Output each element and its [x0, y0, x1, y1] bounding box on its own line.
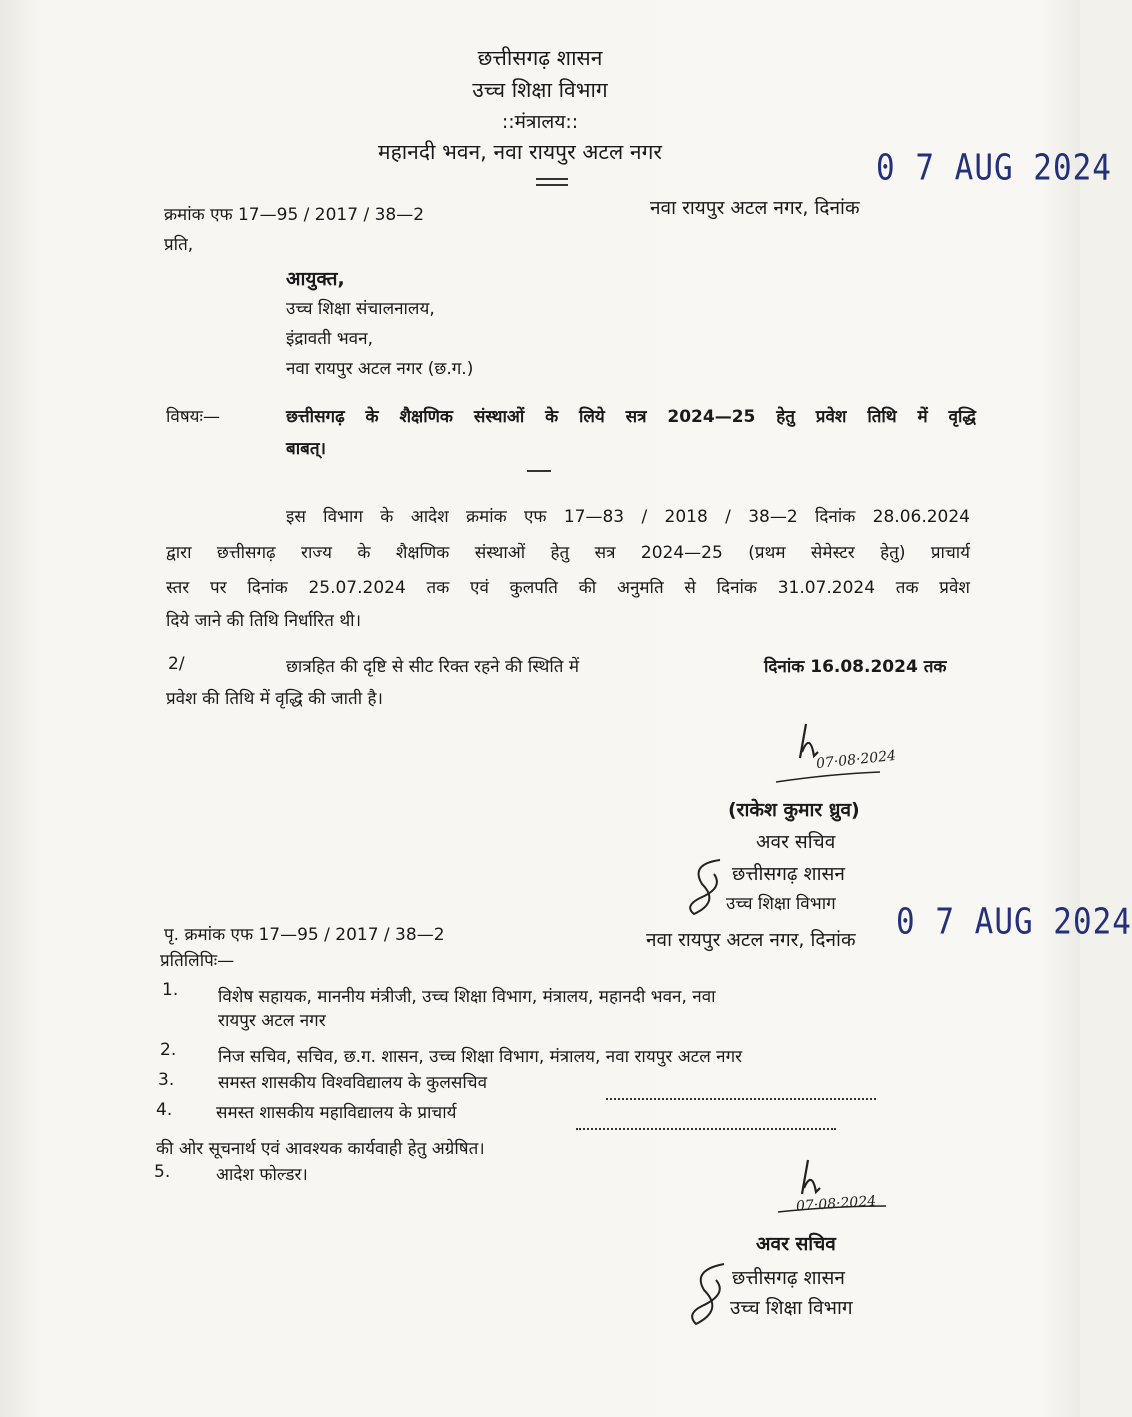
date-stamp-bottom: 0 7 AUG 2024 — [896, 901, 1132, 943]
signature-scribble-2 — [774, 1150, 894, 1230]
initial-scribble-1 — [680, 854, 740, 924]
dotted-blank-line — [576, 1128, 836, 1130]
header-ministry: ::मंत्रालय:: — [501, 111, 579, 133]
para2-number: 2/ — [168, 654, 185, 674]
copy-label: प्रतिलिपिः— — [160, 951, 235, 971]
copy-item-number: 1. — [162, 980, 179, 1000]
signature-date-2: 07·08·2024 — [795, 1193, 877, 1215]
para1-line-2: द्वारा छत्तीसगढ़ राज्य के शैक्षणिक संस्थाओं हेतु सत्र 2024—25 (प्रथम सेमेस्टर हेतु) प्राचार्य — [166, 543, 970, 563]
signature-date-1: 07·08·2024 — [815, 747, 897, 773]
subject-label: विषयः— — [166, 407, 220, 427]
copy-item-line: समस्त शासकीय महाविद्यालय के प्राचार्य — [216, 1103, 457, 1123]
para2-line-2: प्रवेश की तिथि में वृद्धि की जाती है। — [166, 689, 383, 709]
initial-scribble-2 — [682, 1258, 742, 1334]
header-address: महानदी भवन, नवा रायपुर अटल नगर — [378, 140, 662, 164]
subject-line-2: बाबत्। — [286, 439, 326, 459]
para2-line-1a: छात्रहित की दृष्टि से सीट रिक्त रहने की स्थिति में — [286, 657, 580, 677]
addressee-prefix: प्रति, — [164, 235, 194, 255]
reference-number: क्रमांक एफ 17—95 / 2017 / 38—2 — [164, 205, 425, 225]
para2-line-1b: दिनांक 16.08.2024 तक — [764, 657, 947, 677]
addressee-title: आयुक्त, — [286, 268, 345, 290]
copy-item-line: निज सचिव, सचिव, छ.ग. शासन, उच्च शिक्षा विभाग, मंत्रालय, नवा रायपुर अटल नगर — [218, 1047, 743, 1067]
addressee-city: नवा रायपुर अटल नगर (छ.ग.) — [286, 359, 474, 379]
header-department: उच्च शिक्षा विभाग — [472, 78, 608, 102]
subject-line-1: छत्तीसगढ़ के शैक्षणिक संस्थाओं के लिये सत्र 2024—25 हेतु प्रवेश तिथि में वृद्धि — [286, 407, 976, 427]
subject-divider — [527, 470, 551, 472]
copy-closing: की ओर सूचनार्थ एवं आवश्यक कार्यवाही हेतु अग्रेषित। — [156, 1139, 485, 1159]
header-divider — [536, 178, 568, 180]
reference-place-date: नवा रायपुर अटल नगर, दिनांक — [650, 197, 860, 219]
copy-item-number: 4. — [156, 1100, 173, 1120]
signatory-org-2: उच्च शिक्षा विभाग — [726, 894, 836, 914]
copy-item-number: 3. — [158, 1070, 175, 1090]
copy-item-line: विशेष सहायक, माननीय मंत्रीजी, उच्च शिक्षा विभाग, मंत्रालय, महानदी भवन, नवा — [218, 987, 716, 1007]
copy-reference-number: पृ. क्रमांक एफ 17—95 / 2017 / 38—2 — [164, 925, 445, 945]
copy-place-date: नवा रायपुर अटल नगर, दिनांक — [646, 929, 856, 951]
signatory-designation: अवर सचिव — [756, 831, 836, 853]
copy-item-number: 5. — [154, 1162, 171, 1182]
addressee-building: इंद्रावती भवन, — [286, 329, 373, 349]
copy-item-line: रायपुर अटल नगर — [218, 1011, 326, 1031]
signatory-org-2-copy: उच्च शिक्षा विभाग — [730, 1297, 853, 1319]
para1-line-4: दिये जाने की तिथि निर्धारित थी। — [166, 611, 362, 631]
signatory-org-1-copy: छत्तीसगढ़ शासन — [732, 1267, 845, 1289]
signatory-org-1: छत्तीसगढ़ शासन — [732, 863, 845, 885]
addressee-office: उच्च शिक्षा संचालनालय, — [286, 299, 435, 319]
para1-line-1: इस विभाग के आदेश क्रमांक एफ 17—83 / 2018 / 38—2 दिनांक 28.06.2024 — [286, 507, 970, 527]
copy-item-number: 2. — [160, 1040, 177, 1060]
date-stamp-top: 0 7 AUG 2024 — [876, 147, 1112, 189]
header-divider-2 — [536, 184, 568, 186]
para1-line-3: स्तर पर दिनांक 25.07.2024 तक एवं कुलपति की अनुमति से दिनांक 31.07.2024 तक प्रवेश — [166, 578, 970, 598]
copy-item-line: आदेश फोल्डर। — [216, 1165, 308, 1185]
signatory-designation-2: अवर सचिव — [756, 1233, 836, 1255]
header-government: छत्तीसगढ़ शासन — [477, 46, 603, 70]
dotted-blank-line — [606, 1098, 876, 1100]
signatory-name: (राकेश कुमार ध्रुव) — [728, 799, 860, 821]
copy-item-line: समस्त शासकीय विश्वविद्यालय के कुलसचिव — [218, 1073, 488, 1093]
